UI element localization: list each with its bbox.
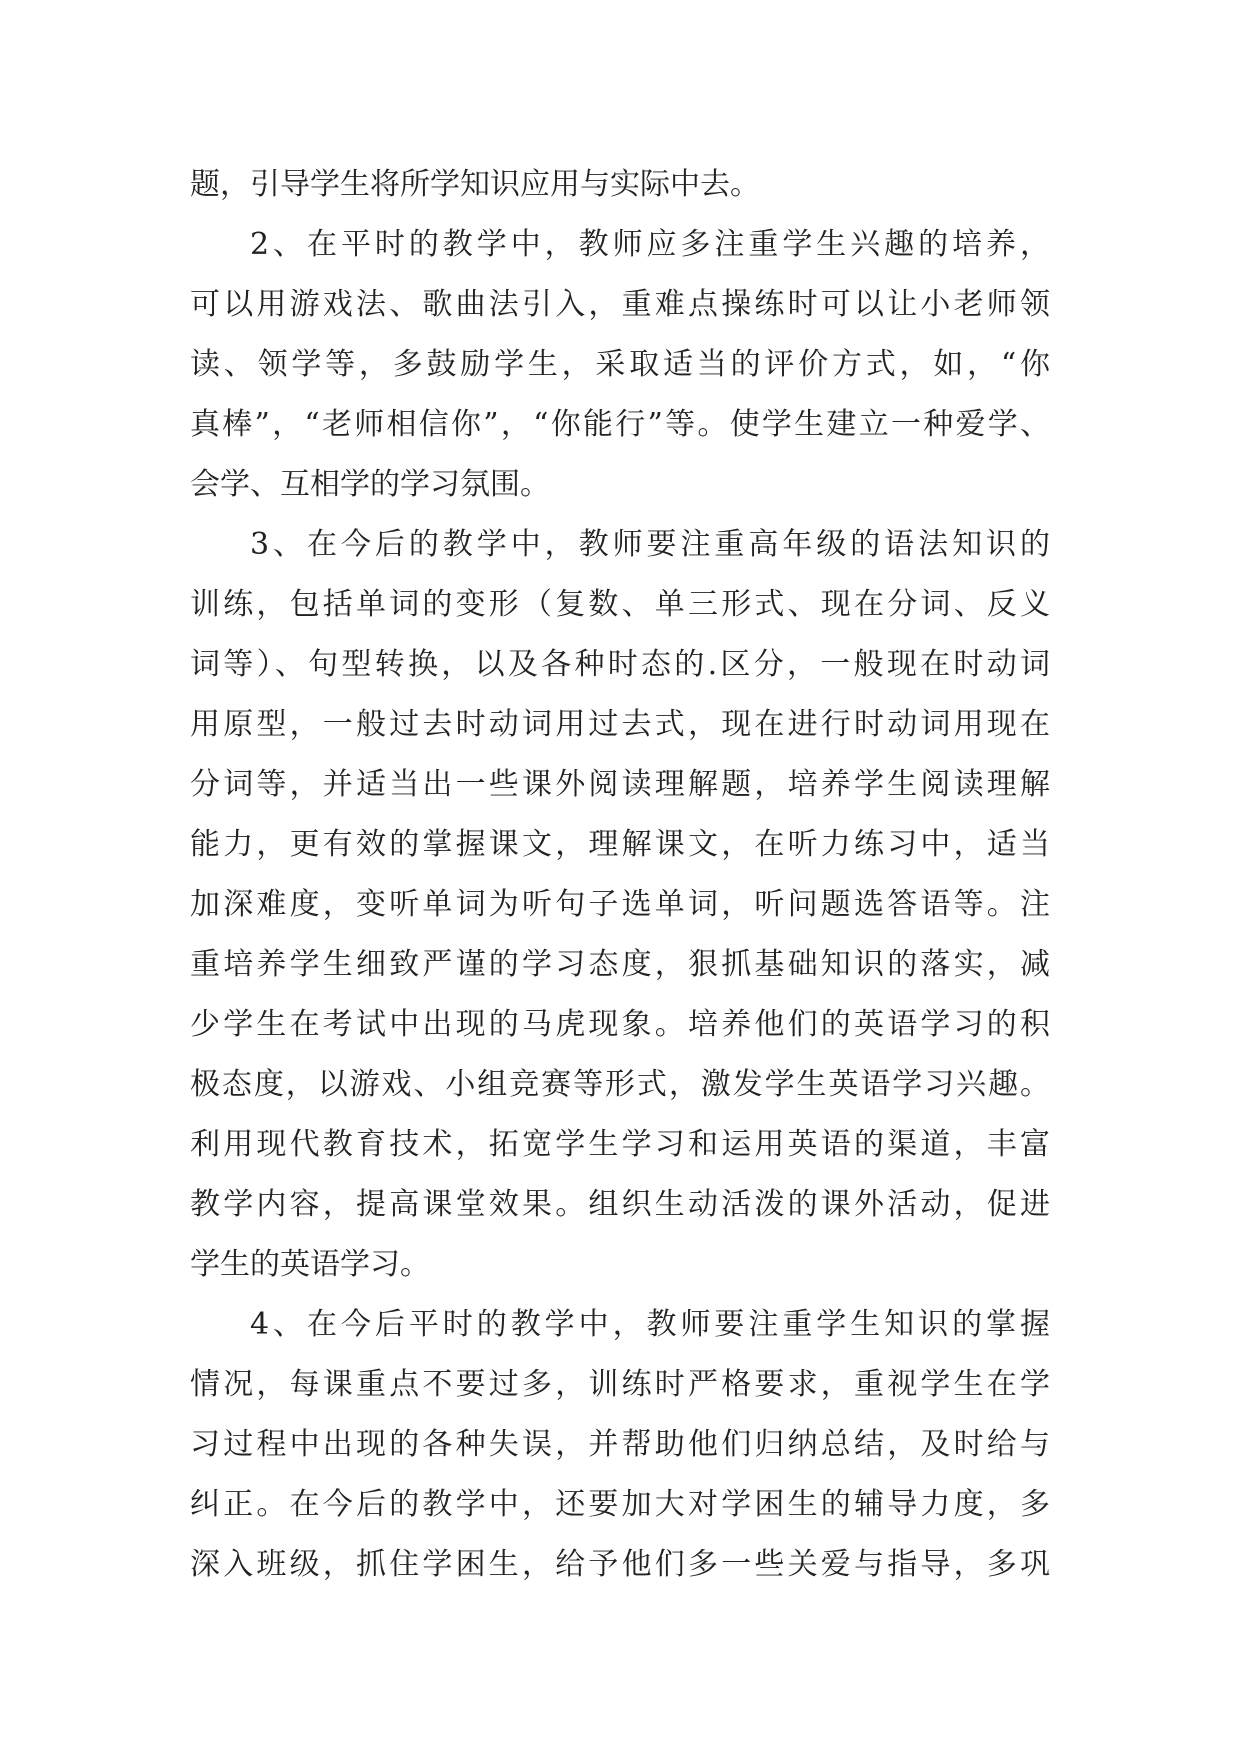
text-line: 纠正。在今后的教学中，还要加大对学困生的辅导力度，多 — [190, 1487, 1050, 1522]
text-line: 题，引导学生将所学知识应用与实际中去。 — [190, 167, 760, 202]
text-line: 训练，包括单词的变形（复数、单三形式、现在分词、反义 — [190, 587, 1050, 622]
text-line: 真棒”，“老师相信你”，“你能行”等。使学生建立一种爱学、 — [190, 407, 1050, 442]
text-line: 分词等，并适当出一些课外阅读理解题，培养学生阅读理解 — [190, 767, 1050, 802]
text-line: 用原型，一般过去时动词用过去式，现在进行时动词用现在 — [190, 707, 1050, 742]
text-line: 重培养学生细致严谨的学习态度，狠抓基础知识的落实，减 — [190, 947, 1050, 982]
paragraph-3-first-line: 3、在今后的教学中，教师要注重高年级的语法知识的 — [250, 527, 1050, 562]
paragraph-2-first-line: 2、在平时的教学中，教师应多注重学生兴趣的培养， — [250, 227, 1050, 262]
text-line: 深入班级，抓住学困生，给予他们多一些关爱与指导，多巩 — [190, 1547, 1050, 1582]
paragraph-4-first-line: 4、在今后平时的教学中，教师要注重学生知识的掌握 — [250, 1307, 1050, 1342]
text-line: 加深难度，变听单词为听句子选单词，听问题选答语等。注 — [190, 887, 1050, 922]
text-line: 利用现代教育技术，拓宽学生学习和运用英语的渠道，丰富 — [190, 1127, 1050, 1162]
text-line: 情况，每课重点不要过多，训练时严格要求，重视学生在学 — [190, 1367, 1050, 1402]
text-line: 学生的英语学习。 — [190, 1247, 430, 1282]
document-body — [190, 155, 1050, 1595]
text-line: 教学内容，提高课堂效果。组织生动活泼的课外活动，促进 — [190, 1187, 1050, 1222]
text-line: 可以用游戏法、歌曲法引入，重难点操练时可以让小老师领 — [190, 287, 1050, 322]
text-line: 极态度，以游戏、小组竞赛等形式，激发学生英语学习兴趣。 — [190, 1067, 1050, 1102]
text-line: 读、领学等，多鼓励学生，采取适当的评价方式，如，“你 — [190, 347, 1050, 382]
text-line: 习过程中出现的各种失误，并帮助他们归纳总结，及时给与 — [190, 1427, 1050, 1462]
text-line: 能力，更有效的掌握课文，理解课文，在听力练习中，适当 — [190, 827, 1050, 862]
text-line: 词等）、句型转换，以及各种时态的.区分，一般现在时动词 — [190, 647, 1050, 682]
text-line: 会学、互相学的学习氛围。 — [190, 467, 550, 502]
text-line: 少学生在考试中出现的马虎现象。培养他们的英语学习的积 — [190, 1007, 1050, 1042]
